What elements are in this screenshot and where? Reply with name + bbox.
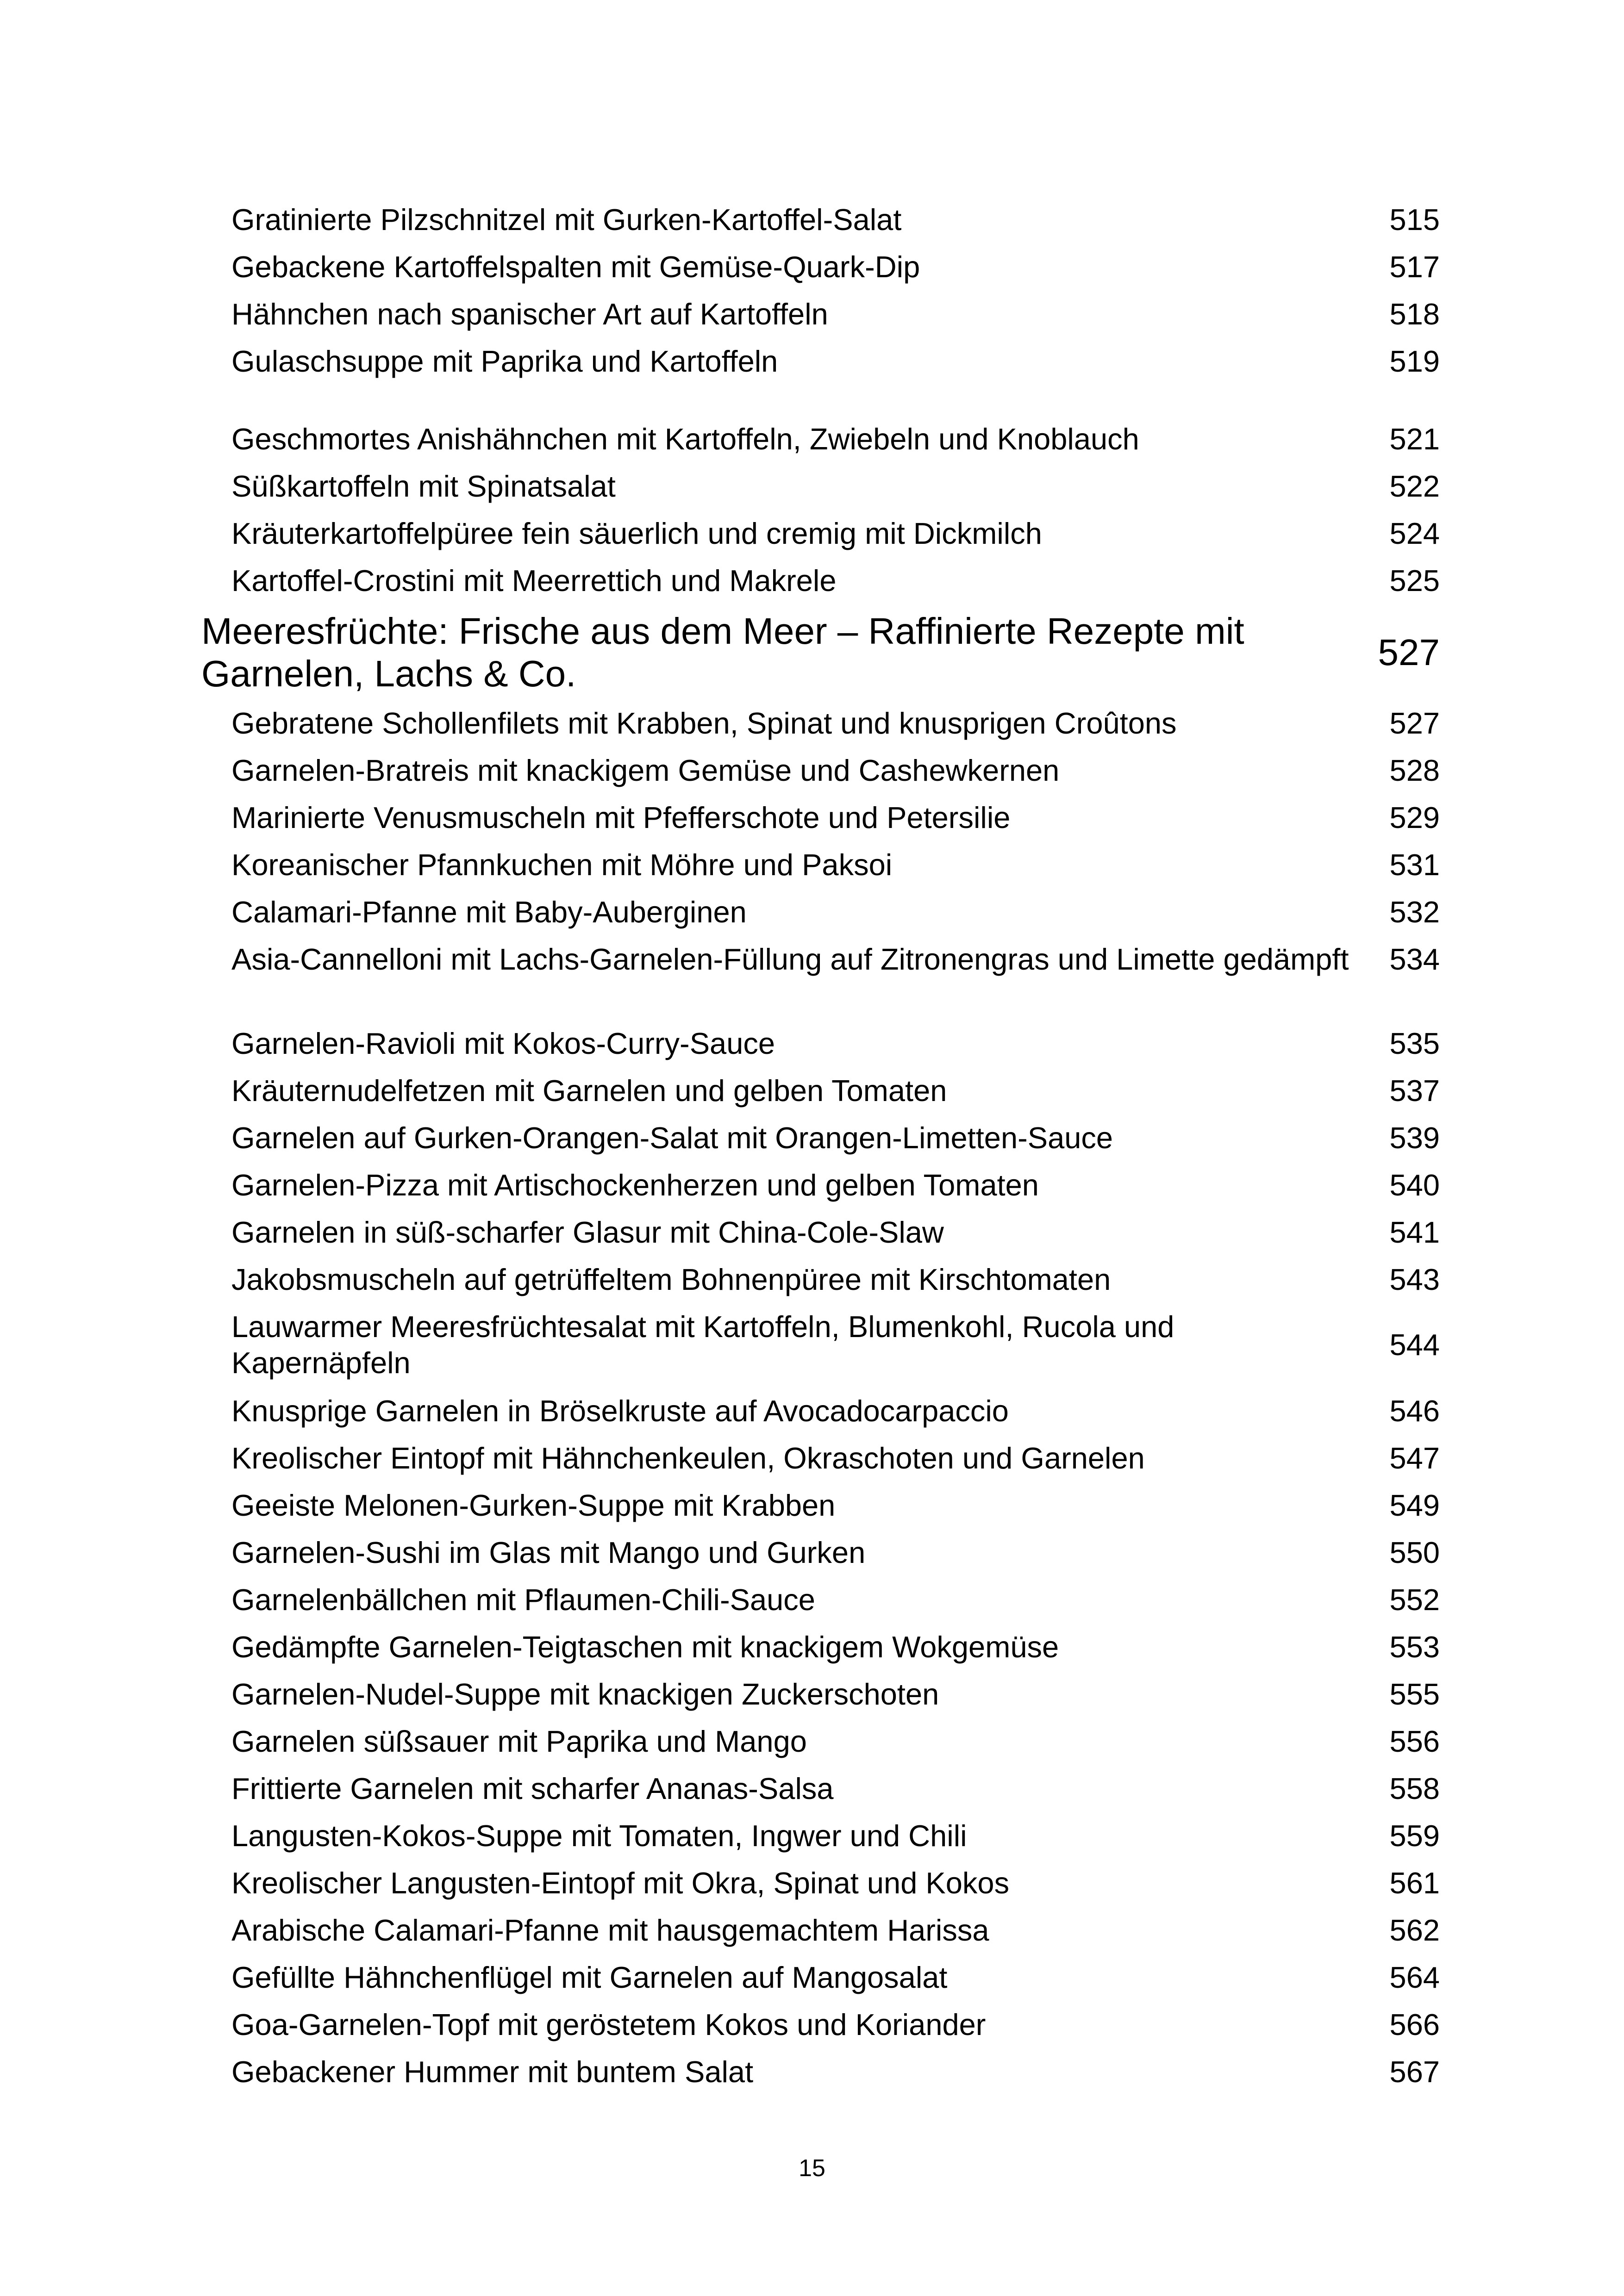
toc-entry-title: Süßkartoffeln mit Spinatsalat — [231, 469, 616, 503]
toc-entry — [231, 1120, 1440, 1156]
toc-entry — [231, 1487, 1440, 1524]
toc-entry-page: 562 — [1389, 1913, 1440, 1947]
toc-entry — [231, 2007, 1440, 2043]
toc-entry — [231, 1582, 1440, 1618]
toc-entry-title: Garnelen auf Gurken-Orangen-Salat mit Orangen-Limetten-Sauce — [231, 1121, 1113, 1155]
toc-entry-title: Kartoffel-Crostini mit Meerrettich und Makrele — [231, 564, 837, 597]
toc-entry-title: Kräuterkartoffelpüree fein säuerlich und cremig mit Dickmilch — [231, 516, 1042, 550]
toc-entry-title: Garnelen süßsauer mit Paprika und Mango — [231, 1724, 807, 1758]
toc-entry-title: Asia-Cannelloni mit Lachs-Garnelen-Füllung auf Zitronengras und Limette gedämpft — [231, 942, 1349, 976]
toc-entry-page: 525 — [1389, 564, 1440, 597]
toc-entry — [231, 800, 1440, 836]
toc-entry-page: 559 — [1389, 1819, 1440, 1853]
toc-entry-title: Gebratene Schollenfilets mit Krabben, Spinat und knusprigen Croûtons — [231, 706, 1177, 740]
toc-entry-page: 518 — [1389, 297, 1440, 331]
toc-entry-page: 550 — [1389, 1536, 1440, 1569]
toc-entry-page: 541 — [1389, 1215, 1440, 1249]
toc-entry-page: 519 — [1389, 344, 1440, 378]
toc-entry — [231, 421, 1440, 457]
toc-entry-page: 543 — [1389, 1263, 1440, 1296]
toc-entry-page: 537 — [1389, 1074, 1440, 1108]
toc-entry-page: 561 — [1389, 1866, 1440, 1900]
toc-entry-page: 549 — [1389, 1488, 1440, 1522]
toc-entry-title: Kräuternudelfetzen mit Garnelen und gelben Tomaten — [231, 1074, 947, 1108]
toc-entry — [231, 1440, 1440, 1476]
toc-entry-title: Garnelen in süß-scharfer Glasur mit China-Cole-Slaw — [231, 1215, 944, 1249]
toc-entry-title: Langusten-Kokos-Suppe mit Tomaten, Ingwer und Chili — [231, 1819, 967, 1853]
toc-entry-page: 528 — [1389, 753, 1440, 787]
toc-entry-title: Gefüllte Hähnchenflügel mit Garnelen auf Mangosalat — [231, 1960, 948, 1994]
toc-entry — [231, 1960, 1440, 1996]
toc-entry — [231, 1073, 1440, 1109]
toc-entry — [231, 1724, 1440, 1760]
toc-entry — [231, 1865, 1440, 1901]
toc-entry-page: 552 — [1389, 1583, 1440, 1617]
toc-entry — [231, 894, 1440, 930]
toc-entry — [231, 1771, 1440, 1807]
toc-entry-title: Kreolischer Eintopf mit Hähnchenkeulen, Okraschoten und Garnelen — [231, 1441, 1145, 1475]
toc-entry — [231, 1629, 1440, 1665]
toc-entry-page: 524 — [1389, 516, 1440, 550]
toc-entry-page: 540 — [1389, 1168, 1440, 1202]
toc-entry — [231, 1262, 1440, 1298]
toc-entry — [231, 1535, 1440, 1571]
toc-entry-title: Koreanischer Pfannkuchen mit Möhre und Paksoi — [231, 848, 893, 882]
toc-entry-page: 517 — [1389, 250, 1440, 284]
toc-entry-title: Frittierte Garnelen mit scharfer Ananas-Salsa — [231, 1772, 834, 1805]
toc-entry-page: 534 — [1389, 942, 1440, 976]
toc-entry-title: Jakobsmuscheln auf getrüffeltem Bohnenpüree mit Kirschtomaten — [231, 1263, 1111, 1296]
toc-entry — [231, 1167, 1440, 1203]
toc-entry-page: 521 — [1389, 422, 1440, 456]
toc-entry-page: 556 — [1389, 1724, 1440, 1758]
toc-entry-title: Geschmortes Anishähnchen mit Kartoffeln, Zwiebeln und Knoblauch — [231, 422, 1139, 456]
toc-entry-page: 564 — [1389, 1960, 1440, 1994]
toc-entry-title: Garnelenbällchen mit Pflaumen-Chili-Sauce — [231, 1583, 815, 1617]
toc-entry-page: 547 — [1389, 1441, 1440, 1475]
toc-entry — [231, 202, 1440, 238]
toc-entry-title: Geeiste Melonen-Gurken-Suppe mit Krabben — [231, 1488, 836, 1522]
toc-entry-page: 522 — [1389, 469, 1440, 503]
toc-entry-title: Hähnchen nach spanischer Art auf Kartoffeln — [231, 297, 828, 331]
toc-entry-title: Garnelen-Sushi im Glas mit Mango und Gurken — [231, 1536, 866, 1569]
toc-entry-page: 555 — [1389, 1677, 1440, 1711]
toc-entry-page: 566 — [1389, 2008, 1440, 2041]
toc-entry-title: Gebackene Kartoffelspalten mit Gemüse-Quark-Dip — [231, 250, 920, 284]
toc-entry-title: Garnelen-Bratreis mit knackigem Gemüse und Cashewkernen — [231, 753, 1060, 787]
toc-entry-title: Arabische Calamari-Pfanne mit hausgemachtem Harissa — [231, 1913, 989, 1947]
toc-entry — [231, 1309, 1440, 1381]
toc-entry-title: Marinierte Venusmuscheln mit Pfefferschote und Petersilie — [231, 801, 1011, 834]
toc-entry-page: 529 — [1389, 801, 1440, 834]
toc-entry-title: Calamari-Pfanne mit Baby-Auberginen — [231, 895, 747, 929]
toc-entry — [231, 1912, 1440, 1948]
toc-entry-page: 544 — [1389, 1328, 1440, 1362]
toc-entry — [231, 516, 1440, 552]
toc-entry-page: 558 — [1389, 1772, 1440, 1805]
toc-entry — [231, 1676, 1440, 1712]
toc-entry-title: Gulaschsuppe mit Paprika und Kartoffeln — [231, 344, 778, 378]
toc-entry — [231, 1818, 1440, 1854]
toc-chapter-page: 527 — [1378, 632, 1440, 673]
toc-entry-page: 532 — [1389, 895, 1440, 929]
toc-entry-page: 546 — [1389, 1394, 1440, 1428]
toc-entry — [231, 1214, 1440, 1251]
toc-entry-page: 515 — [1389, 203, 1440, 236]
toc-entry — [231, 343, 1440, 380]
toc-entry — [231, 1393, 1440, 1429]
toc-entry-page: 527 — [1389, 706, 1440, 740]
toc-entry — [231, 753, 1440, 789]
toc-chapter-title: Meeresfrüchte: Frische aus dem Meer – Raffinierte Rezepte mit Garnelen, Lachs & Co. — [201, 610, 1244, 694]
toc-entry — [231, 1026, 1440, 1062]
toc-entry — [231, 468, 1440, 504]
toc-entry-page: 535 — [1389, 1027, 1440, 1060]
toc-entry — [231, 296, 1440, 332]
toc-entry-title: Gratinierte Pilzschnitzel mit Gurken-Kartoffel-Salat — [231, 203, 902, 236]
toc-entry — [231, 249, 1440, 285]
toc-chapter-heading — [201, 610, 1440, 695]
toc-entry-page: 567 — [1389, 2055, 1440, 2089]
toc-entry-page: 539 — [1389, 1121, 1440, 1155]
toc-entry-title: Goa-Garnelen-Topf mit geröstetem Kokos und Koriander — [231, 2008, 986, 2041]
toc-entry-title: Garnelen-Pizza mit Artischockenherzen und gelben Tomaten — [231, 1168, 1039, 1202]
toc-entry-title: Gedämpfte Garnelen-Teigtaschen mit knackigem Wokgemüse — [231, 1630, 1059, 1664]
toc-entry-title: Gebackener Hummer mit buntem Salat — [231, 2055, 754, 2089]
toc-entry — [231, 2054, 1440, 2090]
toc-entry — [231, 705, 1440, 741]
toc-entry — [231, 941, 1440, 977]
toc-entry-title: Garnelen-Nudel-Suppe mit knackigen Zuckerschoten — [231, 1677, 939, 1711]
toc-entry — [231, 847, 1440, 883]
toc-entry-title: Lauwarmer Meeresfrüchtesalat mit Kartoffeln, Blumenkohl, Rucola und Kapernäpfeln — [231, 1310, 1174, 1380]
toc-entry-title: Garnelen-Ravioli mit Kokos-Curry-Sauce — [231, 1027, 775, 1060]
toc-entry-page: 531 — [1389, 848, 1440, 882]
toc-entry-title: Knusprige Garnelen in Bröselkruste auf Avocadocarpaccio — [231, 1394, 1009, 1428]
page-number: 15 — [799, 2155, 825, 2182]
toc-entry-page: 553 — [1389, 1630, 1440, 1664]
toc-entry-title: Kreolischer Langusten-Eintopf mit Okra, Spinat und Kokos — [231, 1866, 1010, 1900]
toc-entry — [231, 563, 1440, 599]
